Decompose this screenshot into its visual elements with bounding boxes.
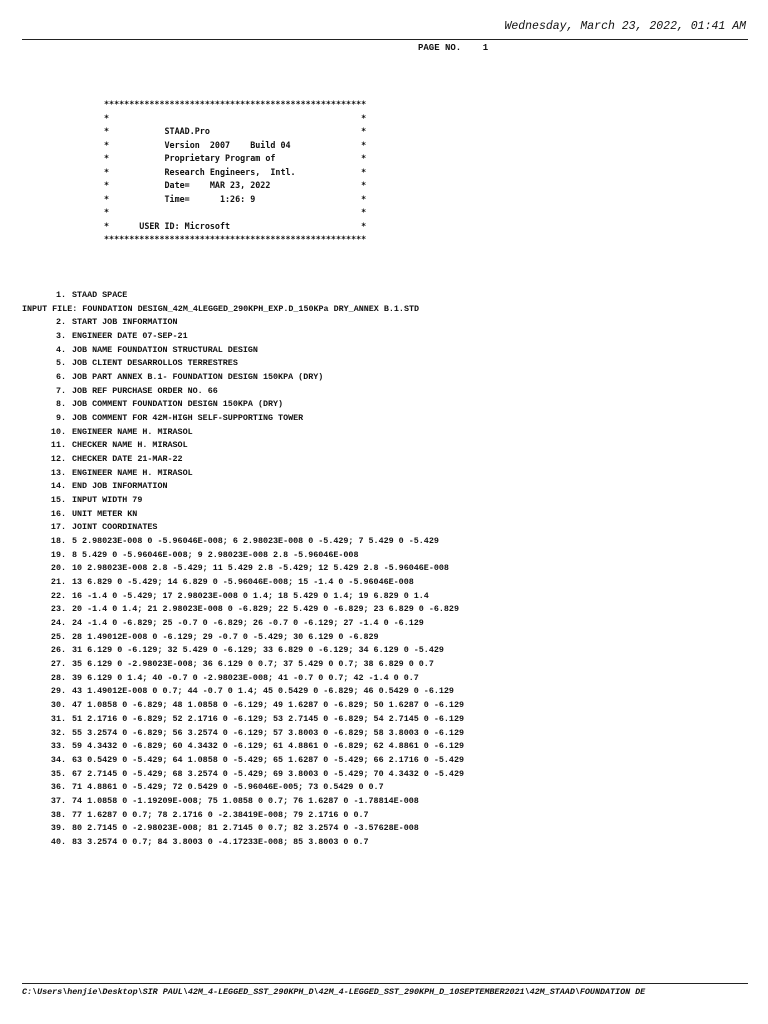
listing-line-text: 8 5.429 0 -5.96046E-008; 9 2.98023E-008 2.8 -5.96046E-008 xyxy=(72,549,359,560)
listing-line xyxy=(22,316,464,330)
listing-line xyxy=(22,617,464,631)
print-date-time: Wednesday, March 23, 2022, 01:41 AM xyxy=(504,20,746,33)
line-number: 27. xyxy=(50,659,66,670)
listing-line xyxy=(22,809,464,823)
line-number: 39. xyxy=(50,823,66,834)
listing-line-text: 31 6.129 0 -6.129; 32 5.429 0 -6.129; 33 6.829 0 -6.129; 34 6.129 0 -5.429 xyxy=(72,645,444,656)
bottom-divider xyxy=(22,983,748,984)
listing-line-text: ENGINEER DATE 07-SEP-21 xyxy=(72,331,188,342)
listing-line xyxy=(22,467,464,481)
listing-line-text: 43 1.49012E-008 0 0.7; 44 -0.7 0 1.4; 45 0.5429 0 -6.829; 46 0.5429 0 -6.129 xyxy=(72,686,454,697)
listing-line-text: 51 2.1716 0 -6.829; 52 2.1716 0 -6.129; 53 2.7145 0 -6.829; 54 2.7145 0 -6.129 xyxy=(72,713,465,724)
banner-line: * Research Engineers, Intl. * xyxy=(104,166,367,177)
listing-line xyxy=(22,303,464,317)
banner-line: * Proprietary Program of * xyxy=(104,153,367,163)
listing-line xyxy=(22,508,464,522)
listing-line xyxy=(22,357,464,371)
line-number: 10. xyxy=(50,426,66,437)
listing-line xyxy=(22,658,464,672)
line-number: 3. xyxy=(55,331,66,342)
listing-line xyxy=(22,412,464,426)
line-number: 16. xyxy=(50,508,66,519)
banner-line: **************************************************** xyxy=(104,234,367,244)
line-number: 20. xyxy=(50,563,66,574)
listing-line xyxy=(22,521,464,535)
line-number: 2. xyxy=(55,317,66,328)
line-number: 38. xyxy=(50,809,66,820)
line-number: 34. xyxy=(50,754,66,765)
listing-line-text: JOB CLIENT DESARROLLOS TERRESTRES xyxy=(72,358,238,369)
line-number: 30. xyxy=(50,700,66,711)
listing-line-text: CHECKER NAME H. MIRASOL xyxy=(72,440,188,451)
listing-line-text: 28 1.49012E-008 0 -6.129; 29 -0.7 0 -5.429; 30 6.129 0 -6.829 xyxy=(72,631,379,642)
banner-line: * * xyxy=(104,112,367,123)
listing-line xyxy=(22,439,464,453)
line-number: 13. xyxy=(50,467,66,478)
listing-line-text: 39 6.129 0 1.4; 40 -0.7 0 -2.98023E-008; 41 -0.7 0 0.7; 42 -1.4 0 0.7 xyxy=(72,672,419,683)
line-number: 29. xyxy=(50,686,66,697)
listing-line xyxy=(22,385,464,399)
listing-line-text: 80 2.7145 0 -2.98023E-008; 81 2.7145 0 0.7; 82 3.2574 0 -3.57628E-008 xyxy=(72,823,419,834)
banner-line: * Time= 1:26: 9 * xyxy=(104,193,367,204)
line-number: 40. xyxy=(50,836,66,847)
line-number: 28. xyxy=(50,672,66,683)
input-listing xyxy=(22,289,464,850)
line-number: 22. xyxy=(50,590,66,601)
line-number: 35. xyxy=(50,768,66,779)
listing-line xyxy=(22,768,464,782)
line-number: 18. xyxy=(50,536,66,547)
listing-line xyxy=(22,590,464,604)
listing-line-text: 35 6.129 0 -2.98023E-008; 36 6.129 0 0.7; 37 5.429 0 0.7; 38 6.829 0 0.7 xyxy=(72,659,434,670)
banner-line: * * xyxy=(104,207,367,217)
listing-line xyxy=(22,494,464,508)
page-number: PAGE NO. 1 xyxy=(418,43,489,53)
line-number: 8. xyxy=(55,399,66,410)
listing-line-text: ENGINEER NAME H. MIRASOL xyxy=(72,467,193,478)
listing-line-text: 77 1.6287 0 0.7; 78 2.1716 0 -2.38419E-008; 79 2.1716 0 0.7 xyxy=(72,809,369,820)
listing-line xyxy=(22,426,464,440)
line-number: 24. xyxy=(50,618,66,629)
line-number: 33. xyxy=(50,741,66,752)
line-number: 6. xyxy=(55,372,66,383)
listing-line xyxy=(22,371,464,385)
listing-line xyxy=(22,576,464,590)
listing-line xyxy=(22,836,464,850)
listing-line xyxy=(22,344,464,358)
listing-line-text: 71 4.8861 0 -5.429; 72 0.5429 0 -5.96046E-005; 73 0.5429 0 0.7 xyxy=(72,782,384,793)
listing-line xyxy=(22,727,464,741)
banner-line: **************************************************** xyxy=(104,99,367,109)
listing-line xyxy=(22,562,464,576)
banner-line: * Date= MAR 23, 2022 * xyxy=(104,180,367,190)
listing-line xyxy=(22,822,464,836)
line-number: 26. xyxy=(50,645,66,656)
line-number: 32. xyxy=(50,727,66,738)
banner-line: * USER ID: Microsoft * xyxy=(104,220,367,231)
listing-line xyxy=(22,549,464,563)
listing-line xyxy=(22,631,464,645)
listing-line-text: JOB PART ANNEX B.1- FOUNDATION DESIGN 150KPA (DRY) xyxy=(72,372,324,383)
line-number: 25. xyxy=(50,631,66,642)
listing-line xyxy=(22,644,464,658)
listing-line-text: INPUT FILE: FOUNDATION DESIGN_42M_4LEGGED_290KPH_EXP.D_150KPa DRY_ANNEX B.1.STD xyxy=(22,303,420,314)
line-number: 14. xyxy=(50,481,66,492)
listing-line xyxy=(22,535,464,549)
line-number: 17. xyxy=(50,522,66,533)
listing-line xyxy=(22,330,464,344)
listing-line xyxy=(22,754,464,768)
listing-line-text: 67 2.7145 0 -5.429; 68 3.2574 0 -5.429; 69 3.8003 0 -5.429; 70 4.3432 0 -5.429 xyxy=(72,768,465,779)
listing-line-text: 55 3.2574 0 -6.829; 56 3.2574 0 -6.129; 57 3.8003 0 -6.829; 58 3.8003 0 -6.129 xyxy=(72,727,465,738)
listing-line-text: UNIT METER KN xyxy=(72,508,138,519)
banner-line: * Version 2007 Build 04 * xyxy=(104,139,367,150)
line-number: 21. xyxy=(50,577,66,588)
line-number: 12. xyxy=(50,454,66,465)
listing-line-text: END JOB INFORMATION xyxy=(72,481,168,492)
listing-line-text: JOB NAME FOUNDATION STRUCTURAL DESIGN xyxy=(72,344,258,355)
listing-line-text: START JOB INFORMATION xyxy=(72,317,178,328)
listing-line xyxy=(22,398,464,412)
line-number: 7. xyxy=(55,385,66,396)
file-path-footer: C:\Users\henjie\Desktop\SIR PAUL\42M_4-LEGGED_SST_290KPH_D\42M_4-LEGGED_SST_290KPH_D_10SEPTEMBER2021\42M_STAAD\FOUNDATION DE xyxy=(22,987,646,997)
listing-line xyxy=(22,603,464,617)
listing-line-text: 5 2.98023E-008 0 -5.96046E-008; 6 2.98023E-008 0 -5.429; 7 5.429 0 -5.429 xyxy=(72,536,439,547)
listing-line-text: 47 1.0858 0 -6.829; 48 1.0858 0 -6.129; 49 1.6287 0 -6.829; 50 1.6287 0 -6.129 xyxy=(72,700,465,711)
listing-line-text: 74 1.0858 0 -1.19209E-008; 75 1.0858 0 0.7; 76 1.6287 0 -1.78814E-008 xyxy=(72,795,419,806)
listing-line-text: 13 6.829 0 -5.429; 14 6.829 0 -5.96046E-008; 15 -1.4 0 -5.96046E-008 xyxy=(72,577,414,588)
listing-line-text: 24 -1.4 0 -6.829; 25 -0.7 0 -6.829; 26 -0.7 0 -6.129; 27 -1.4 0 -6.129 xyxy=(72,618,424,629)
line-number: 23. xyxy=(50,604,66,615)
listing-line-text: 59 4.3432 0 -6.829; 60 4.3432 0 -6.129; 61 4.8861 0 -6.829; 62 4.8861 0 -6.129 xyxy=(72,741,465,752)
line-number: 11. xyxy=(50,440,66,451)
line-number: 1. xyxy=(55,290,66,300)
top-divider xyxy=(22,39,748,40)
listing-line-text: JOINT COORDINATES xyxy=(72,522,158,533)
listing-line-text: STAAD SPACE xyxy=(72,290,128,300)
listing-line-text: 83 3.2574 0 0.7; 84 3.8003 0 -4.17233E-008; 85 3.8003 0 0.7 xyxy=(72,836,369,847)
line-number: 5. xyxy=(55,358,66,369)
line-number: 36. xyxy=(50,782,66,793)
line-number: 31. xyxy=(50,713,66,724)
listing-line xyxy=(22,453,464,467)
listing-line xyxy=(22,289,464,303)
listing-line-text: 16 -1.4 0 -5.429; 17 2.98023E-008 0 1.4; 18 5.429 0 1.4; 19 6.829 0 1.4 xyxy=(72,590,429,601)
listing-line-text: ENGINEER NAME H. MIRASOL xyxy=(72,426,193,437)
listing-line xyxy=(22,713,464,727)
listing-line-text: CHECKER DATE 21-MAR-22 xyxy=(72,454,183,465)
listing-line xyxy=(22,699,464,713)
line-number: 15. xyxy=(50,495,66,506)
listing-line-text: JOB COMMENT FOUNDATION DESIGN 150KPA (DRY) xyxy=(72,399,284,410)
listing-line-text: 63 0.5429 0 -5.429; 64 1.0858 0 -5.429; 65 1.6287 0 -5.429; 66 2.1716 0 -5.429 xyxy=(72,754,465,765)
line-number: 9. xyxy=(55,413,66,424)
line-number: 19. xyxy=(50,549,66,560)
listing-line xyxy=(22,740,464,754)
listing-line xyxy=(22,795,464,809)
line-number: 37. xyxy=(50,795,66,806)
listing-line-text: INPUT WIDTH 79 xyxy=(72,495,143,506)
listing-line xyxy=(22,685,464,699)
banner-line: * STAAD.Pro * xyxy=(104,126,367,136)
staad-banner xyxy=(104,98,366,247)
listing-line-text: JOB REF PURCHASE ORDER NO. 66 xyxy=(72,385,218,396)
listing-line xyxy=(22,672,464,686)
listing-line-text: JOB COMMENT FOR 42M-HIGH SELF-SUPPORTING TOWER xyxy=(72,413,304,424)
line-number: 4. xyxy=(55,344,66,355)
listing-line xyxy=(22,781,464,795)
listing-line xyxy=(22,480,464,494)
listing-line-text: 20 -1.4 0 1.4; 21 2.98023E-008 0 -6.829; 22 5.429 0 -6.829; 23 6.829 0 -6.829 xyxy=(72,604,459,615)
listing-line-text: 10 2.98023E-008 2.8 -5.429; 11 5.429 2.8 -5.429; 12 5.429 2.8 -5.96046E-008 xyxy=(72,563,449,574)
